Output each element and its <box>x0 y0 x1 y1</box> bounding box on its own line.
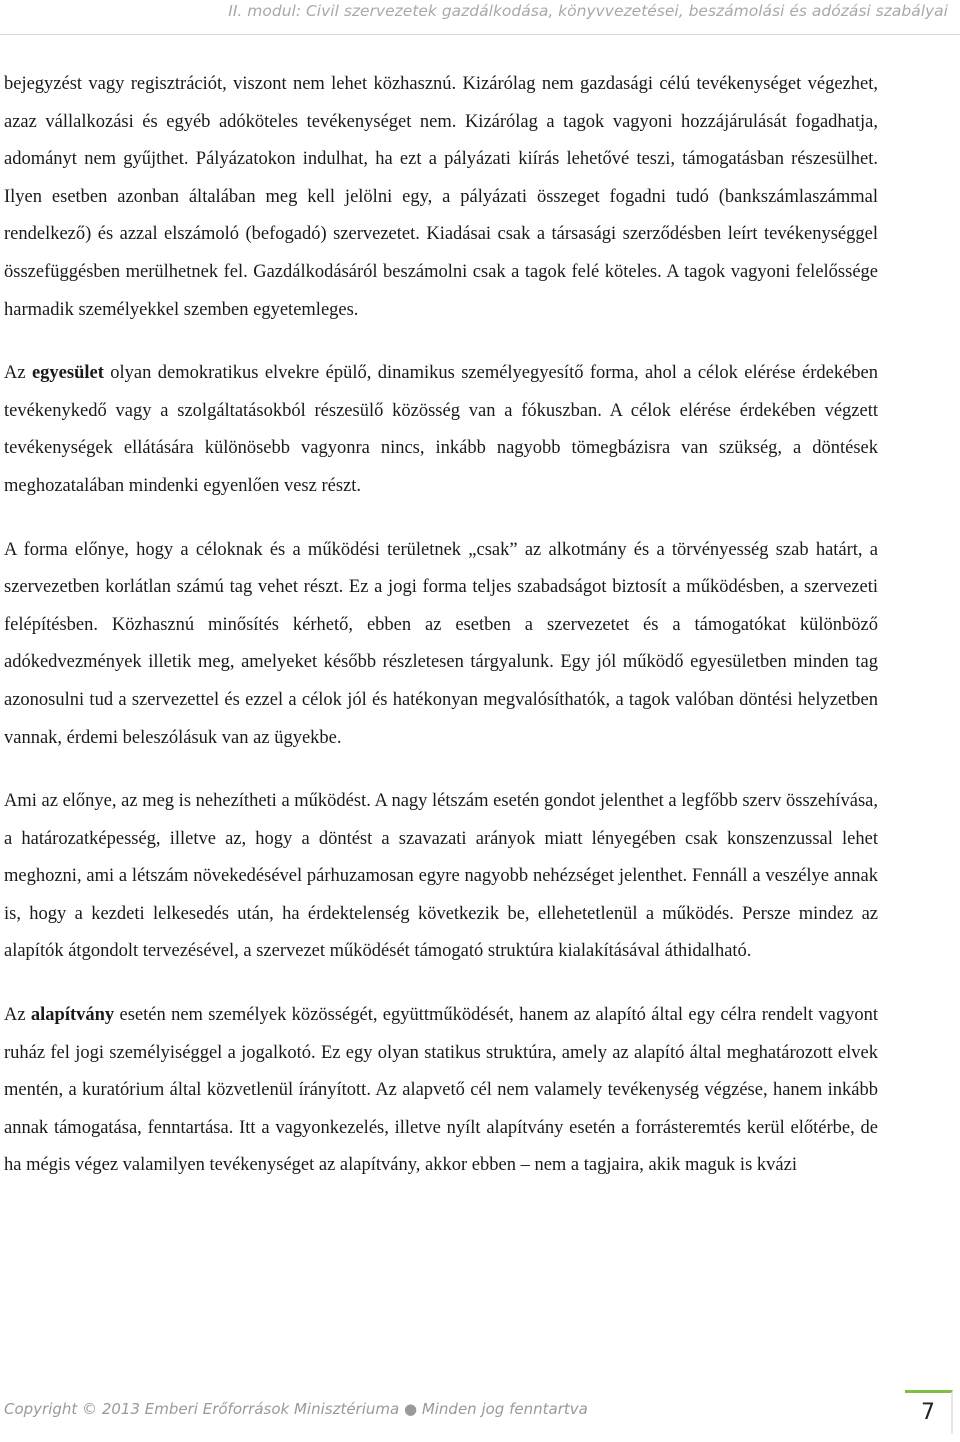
paragraph-3 <box>4 532 878 758</box>
body-text <box>4 66 878 1211</box>
bold-term: egyesület <box>31 363 104 384</box>
paragraph-5 <box>4 997 878 1185</box>
paragraph-text: bejegyzést vagy regisztrációt, viszont nem lehet közhasznú. Kizárólag nem gazdasági célú tevékenységet végezhet, azaz vállalkozási és egyéb adóköteles tevékenységet nem. Kizárólag a tagok vagyoni hozzájárulását fogadhatja, adományt nem gyűjthet. Pályázatokon indulhat, ha ezt a pályázati kiírás lehetővé teszi, támogatásban részesülhet. Ilyen esetben azonban általában meg kell jelölni egy, a pályázati összeget fogadni tudó (bankszámlaszámmal rendelkező) és azzal elszámoló (befogadó) szervezetet. Kiadásai csak a társasági szerződésben leírt tevékenységgel összefüggésben merülhetnek fel. Gazdálkodásáról beszámolni csak a tagok felé köteles. A tagok vagyoni felelőssége harmadik személyekkel szemben egyetemleges. <box>4 74 878 320</box>
paragraph-1 <box>4 66 878 329</box>
paragraph-text: Ami az előnye, az meg is nehezítheti a működést. A nagy létszám esetén gondot jelenthet a legfőbb szerv összehívása, a határozatképesség, illetve az, hogy a döntést a szavazati arányok miatt lényegében csak konszenzussal lehet meghozni, ami a létszám növekedésével párhuzamosan egyre nagyobb nehézséget jelenthet. Fennáll a veszélye annak is, hogy a kezdeti lelkesedés után, ha érdektelenség következik be, ellehetetlenül a működés. Persze mindez az alapítók átgondolt tervezésével, a szervezet működését támogató struktúra kialakításával áthidalható. <box>4 791 878 962</box>
paragraph-text: Az <box>4 1005 31 1026</box>
paragraph-2 <box>4 355 878 505</box>
page-number: 7 <box>905 1390 953 1434</box>
footer-copyright: Copyright © 2013 Emberi Erőforrások Minisztériuma ● Minden jog fenntartva <box>4 1400 588 1418</box>
header-divider <box>0 34 960 35</box>
paragraph-text: Az <box>4 363 32 384</box>
paragraph-text: A forma előnye, hogy a céloknak és a működési területnek „csak” az alkotmány és a törvényesség szab határt, a szervezetben korlátlan számú tag vehet részt. Ez a jogi forma teljes szabadságot biztosít a működésben, a szervezeti felépítésben. Közhasznú minősítés kérhető, ebben az esetben a szervezetet és a támogatókat különböző adókedvezmények illetik meg, amelyeket később részletesen tárgyalunk. Egy jól működő egyesületben minden tag azonosulni tud a szervezettel és ezzel a célok jól és hatékonyan megvalósíthatók, a tagok valóban döntési helyzetben vannak, érdemi beleszólásuk van az ügyekbe. <box>4 539 878 748</box>
paragraph-text: esetén nem személyek közösségét, együttműködését, hanem az alapító által egy célra rendelt vagyont ruház fel jogi személyiséggel a jogalkotó. Ez egy olyan statikus struktúra, amely az alapító által meghatározott elvek mentén, a kuratórium által közvetlenül írányított. Az alapvető cél nem valamely tevékenység végzése, hanem inkább annak támogatása, fenntartása. Itt a vagyonkezelés, illetve nyílt alapítvány esetén a forrásteremtés kerül előtérbe, de ha mégis végez valamilyen tevékenységet az alapítvány, akkor ebben – nem a tagjaira, akik maguk is kvázi <box>4 1005 878 1176</box>
paragraph-text: olyan demokratikus elvekre épülő, dinamikus személyegyesítő forma, ahol a célok elérése érdekében tevékenykedő vagy a szolgáltatásokból részesülő közösség van a fókuszban. A célok elérése érdekében végzett tevékenységek ellátására különösebb vagyonra nincs, inkább nagyobb tömegbázisra van szükség, a döntések meghozatalában mindenki egyenlően vesz részt. <box>4 363 878 496</box>
bold-term: alapítvány <box>30 1005 115 1026</box>
page-header: II. modul: Civil szervezetek gazdálkodása, könyvvezetései, beszámolási és adózási szabályai <box>228 2 948 20</box>
paragraph-4 <box>4 783 878 971</box>
